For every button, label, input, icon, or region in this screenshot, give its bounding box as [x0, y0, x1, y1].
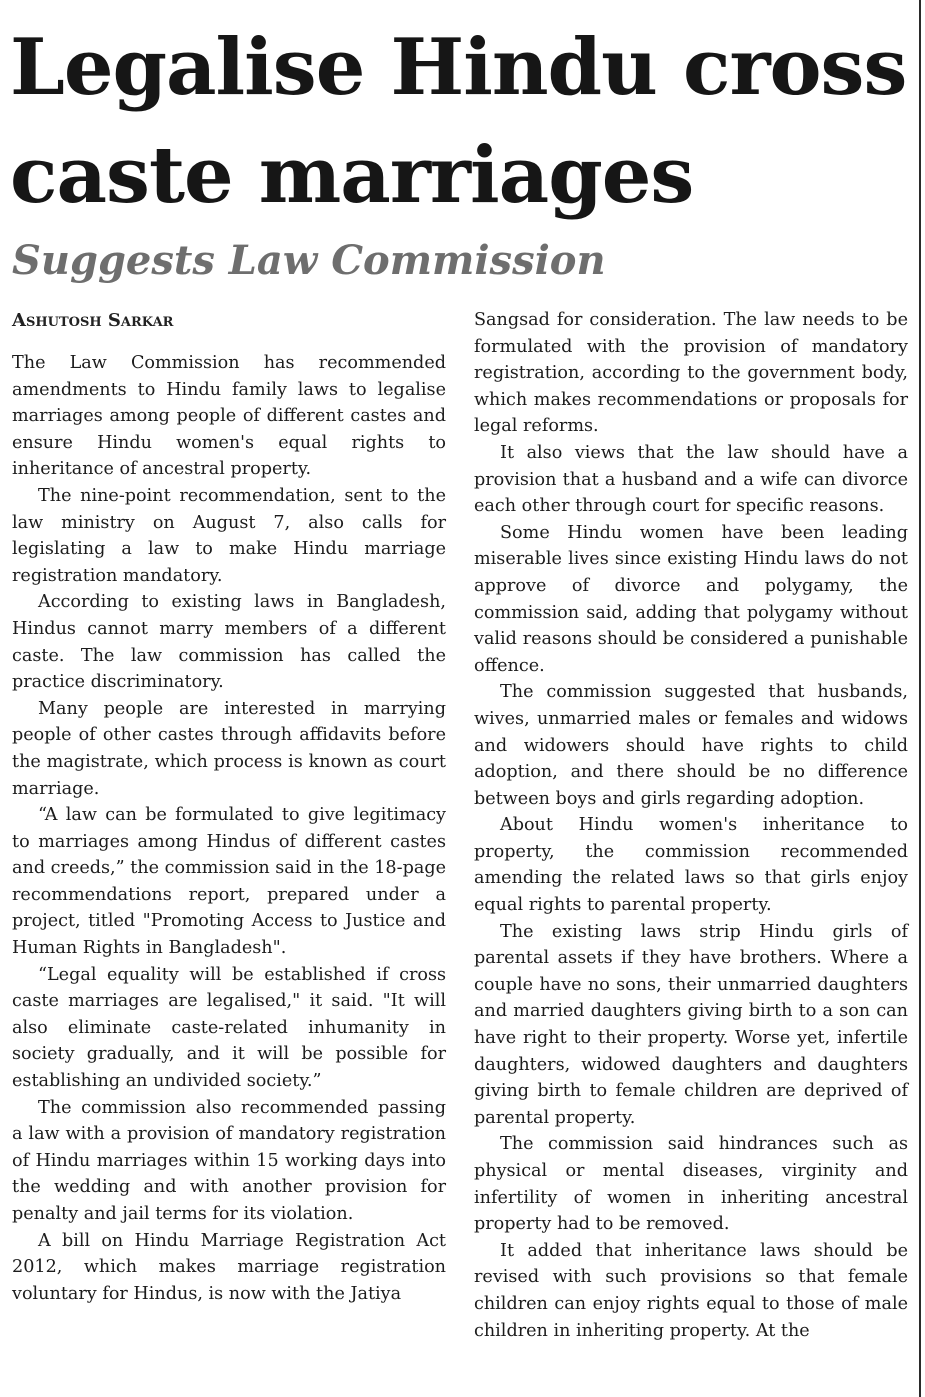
paragraph: The commission said hindrances such as physical or mental diseases, virginity and infertility of women in inheriting ancestral property had to be removed.	[474, 1134, 908, 1235]
article-column-right	[474, 307, 908, 1344]
paragraph: Many people are interested in marrying people of other castes through affidavits before the magistrate, which process is known as court marriage.	[12, 698, 446, 799]
paragraph: The commission suggested that husbands, wives, unmarried males or females and widows and widowers should have rights to child adoption, and there should be no difference between boys and girls regarding adoption.	[474, 682, 908, 809]
paragraph: A bill on Hindu Marriage Registration Act 2012, which makes marriage registration voluntary for Hindus, is now with the Jatiya	[12, 1230, 446, 1304]
paragraph: About Hindu women's inheritance to property, the commission recommended amending the related laws so that girls enjoy equal rights to parental property.	[474, 815, 908, 916]
paragraph: According to existing laws in Bangladesh, Hindus cannot marry members of a different caste. The law commission has called the practice discriminatory.	[12, 592, 446, 693]
paragraph: The nine-point recommendation, sent to the law ministry on August 7, also calls for legislating a law to make Hindu marriage registration mandatory.	[12, 485, 446, 586]
article-column-left	[12, 350, 446, 1307]
byline: Ashutosh Sarkar	[12, 310, 174, 331]
paragraph: Sangsad for consideration. The law needs to be formulated with the provision of mandatory registration, according to the government body, which makes recommendations or proposals for legal reforms.	[474, 310, 908, 437]
paragraph: The existing laws strip Hindu girls of parental assets if they have brothers. Where a couple have no sons, their unmarried daughters and married daughters giving birth to a son can have right to their property. Worse yet, infertile daughters, widowed daughters and daughters giving birth to female children are deprived of parental property.	[474, 921, 908, 1128]
paragraph: The Law Commission has recommended amendments to Hindu family laws to legalise marriages among people of different castes and ensure Hindu women's equal rights to inheritance of ancestral property.	[12, 353, 446, 480]
paragraph: “Legal equality will be established if cross caste marriages are legalised," it said. "It will also eliminate caste-related inhumanity in society gradually, and it will be possible for establishing an undivided society.”	[12, 964, 446, 1092]
paragraph: The commission also recommended passing a law with a provision of mandatory registration of Hindu marriages within 15 working days into the wedding and with another provision for penalty and jail terms for its violation.	[12, 1097, 446, 1224]
paragraph: Some Hindu women have been leading miserable lives since existing Hindu laws do not approve of divorce and polygamy, the commission said, adding that polygamy without valid reasons should be considered a punishable offence.	[474, 522, 908, 676]
paragraph: It also views that the law should have a provision that a husband and a wife can divorce each other through court for specific reasons.	[474, 442, 908, 517]
column-rule	[919, 0, 921, 1397]
paragraph: “A law can be formulated to give legitimacy to marriages among Hindus of different castes and creeds,” the commission said in the 18-page recommendations report, prepared under a project, titled "Promoting Access to Justice and Human Rights in Bangladesh".	[12, 805, 446, 959]
paragraph: It added that inheritance laws should be revised with such provisions so that female children can enjoy rights equal to those of male children in inheriting property. At the	[474, 1240, 908, 1341]
subheadline: Suggests Law Commission	[12, 237, 606, 284]
headline: Legalise Hindu cross caste marriages	[10, 22, 907, 221]
